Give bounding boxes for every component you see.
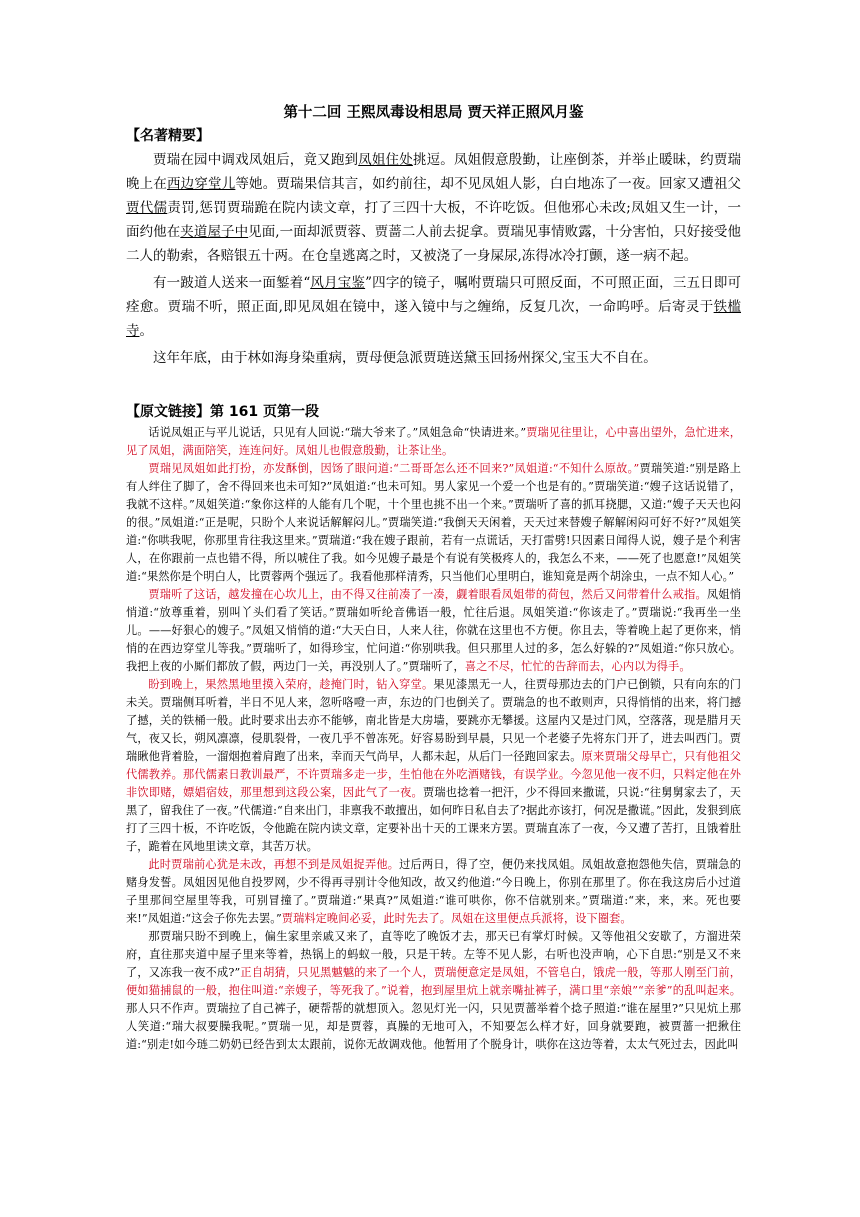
- highlighted-text: 贾瑞见凤姐如此打扮，亦发酥倒，因饧了眼问道:“二哥哥怎么还不回来?”: [148, 462, 515, 475]
- text-run: 贾瑞也捻着一把汗，少不得回来撒谎，只说:“往舅舅家去了，天黑了，留我住了一夜。”代儒道:“自来出门，非禀我不敢擅出，如何昨日私自去了?据此亦该打，何况是撒谎。”因此，发狠到底打了三四十板，不许吃饭，令他跪在院内读文章，定要补出十天的工课来方罢。贾瑞直冻了一夜，今又遭了苦打，且饿着肚子，跪着在风地里读文章，其苦万状。: [126, 786, 742, 853]
- original-text-section: [126, 400, 741, 1054]
- underlined-term: 风月宝鉴: [310, 275, 366, 291]
- page: [126, 96, 741, 1054]
- highlighted-text: 此时贾瑞前心犹是未改，再想不到是凤姐捉弄他。: [148, 858, 400, 871]
- underlined-term: 夹道屋子中: [180, 224, 249, 240]
- original-heading: 【原文链接】第 161 页第一段: [126, 404, 319, 420]
- underlined-term: 凤姐住处: [358, 152, 413, 168]
- text-run: 挑逗。凤姐假意殷勤，让座倒茶，并举止暖昧，约贾瑞晚上在: [126, 152, 742, 192]
- original-paragraph-6: [126, 928, 741, 1054]
- text-run: 这年年底，由于林如海身染重病，贾母便急派贾琏送黛玉回扬州探父,宝玉大不自在。: [153, 350, 657, 366]
- text-run: 。: [139, 323, 153, 339]
- text-run: 见面,一面却派贾蓉、贾蔷二人前去捉拿。贾瑞见事情败露，十分害怕，只好接受他二人的勒索，各赔银五十两。在仓皇逃离之时，又被浇了一身屎尿,冻得冰冷打颤，遂一病不起。: [126, 224, 742, 264]
- highlighted-text: 贾瑞见往里让，心中喜出望外，急忙进来，见了凤姐，满面陪笑，连连问好。凤姐儿也假意殷勤，让茶让坐。: [126, 426, 741, 457]
- text-run: 果见漆黑无一人，往贾母那边去的门户已倒锁，只有向东的门未关。贾瑞侧耳听着，半日不见人来，忽听咯噔一声，东边的门也倒关了。贾瑞急的也不敢则声，只得悄悄的出来，将门撼了撼，关的铁桶一般。此时要求出去亦不能够，南北皆是大房墙，要跳亦无攀援。这屋内又是过门风，空落落，现是腊月天气，夜又长，朔风凛凛，侵肌裂骨，一夜几乎不曾冻死。好容易盼到早晨，只见一个老婆子先将东门开了，进去叫西门。贾瑞瞅他背着脸，一溜烟抱着肩跑了出来，幸而天气尚早，人都未起，从后门一径跑回家去。: [126, 678, 741, 763]
- original-paragraph-1: [126, 424, 741, 460]
- summary-section: [126, 124, 741, 370]
- chapter-title: 第十二回 王熙凤毒设相思局 贾天祥正照风月鉴: [283, 105, 584, 121]
- underlined-term: 贾代儒: [126, 200, 168, 216]
- summary-paragraph-1: [126, 148, 741, 268]
- original-paragraph-4: [126, 676, 741, 856]
- text-run: 凤姐悄悄道:“放尊重着，别叫丫头们看了笑话。”贾瑞如听纶音佛语一般，忙往后退。凤姐笑道:“你该走了。”贾瑞说:“我再坐一坐儿。——好狠心的嫂子。”凤姐又悄悄的道:“大天白日，人来人往，你就在这里也不方便。你且去，等着晚上起了更你来，悄悄的在西边穿堂儿等我。”贾瑞听了，如得珍宝，忙问道:“你别哄我。但只那里人过的多，怎么好躲的?”凤姐道:“你只放心。我把上夜的小厮们都放了假，两边门一关，再没别人了。”贾瑞听了，: [126, 588, 741, 673]
- underlined-term: 铁槛寺: [126, 299, 742, 339]
- highlighted-text: 贾瑞料定晚间必妥，此时先去了。凤姐在这里便点兵派将，设下圈套。: [281, 912, 632, 925]
- text-run: 责罚,惩罚贾瑞跪在院内读文章，打了三四十大板，不许吃饭。但他邪心未改;凤姐又生一计，一面约他在: [126, 200, 741, 240]
- highlighted-text: 正自胡猜，只见黑魆魆的来了一个人，贾瑞便意定是凤姐，不管皂白，饿虎一般，等那人刚至门前，便如猫捕鼠的一般，抱住叫道:“亲嫂子，等死我了。”说着，抱到屋里炕上就亲嘴扯裤子，满口里“亲娘”“亲爹”的乱叫起来。: [126, 966, 741, 997]
- text-run: 过后两日，得了空，便仍来找凤姐。凤姐故意抱怨他失信，贾瑞急的赌身发誓。凤姐因见他自投罗网，少不得再寻别计令他知改，故又约他道:“今日晚上，你别在那里了。你在我这房后小过道子里那间空屋里等我，可别冒撞了。”贾瑞道:“果真?”凤姐道:“谁可哄你，你不信就别来。”贾瑞道:“来，来，来。死也要来!”凤姐道:“这会子你先去罢。”: [126, 858, 741, 925]
- highlighted-text: 贾瑞听了这话，越发撞在心坎儿上，由不得又往前凑了一凑，觑着眼看凤姐带的荷包，然后又问带着什么戒指。: [148, 588, 707, 601]
- highlighted-text: 原来贾瑞父母早亡，只有他祖父代儒教养。那代儒素日教训最严，不许贾瑞多走一步，生怕他在外吃酒赌钱，有误学业。今忽见他一夜不归，只料定他在外非饮即赌，嫖娼宿妓，那里想到这段公案，因此气了一夜。: [126, 750, 741, 799]
- original-paragraph-5: [126, 856, 741, 928]
- highlighted-text: 凤姐道:“不知什么原故。”: [514, 462, 640, 475]
- summary-paragraph-3: [126, 346, 741, 370]
- text-run: 有一跛道人送来一面錾着“: [153, 275, 311, 291]
- summary-paragraph-2: [126, 271, 741, 343]
- original-paragraph-2: [126, 460, 741, 586]
- original-paragraph-3: [126, 586, 741, 676]
- text-run: 那人只不作声。贾瑞拉了自己裤子，硬帮帮的就想顶入。忽见灯光一闪，只见贾蔷举着个捻子照道:“谁在屋里?”只见炕上那人笑道:“瑞大叔要臊我呢。”贾瑞一见，却是贾蓉，真臊的无地可入，不知要怎么样才好，回身就要跑，被贾蔷一把揪住道:“别走!如今琏二奶奶已经告到太太跟前，说你无故调戏他。他暂用了个脱身计，哄你在这边等着，太太气死过去，因此叫: [126, 1002, 741, 1051]
- text-run: 话说凤姐正与平儿说话，只见有人回说:“瑞大爷来了。”凤姐急命“快请进来。”: [148, 426, 527, 439]
- highlighted-text: 盼到晚上，果然黑地里摸入荣府，趁掩门时，钻入穿堂。: [148, 678, 434, 691]
- underlined-term: 西边穿堂儿: [167, 176, 236, 192]
- text-run: ”四字的镜子，嘱咐贾瑞只可照反面，不可照正面，三五日即可痊愈。贾瑞不听，照正面,即见凤姐在镜中，遂入镜中与之缠绵，反复几次，一命呜呼。后寄灵于: [126, 275, 742, 315]
- text-run: 贾瑞笑道:“别是路上有人绊住了脚了，舍不得回来也未可知?”凤姐道:“也未可知。男人家见一个爱一个也是有的。”贾瑞笑道:“嫂子这话说错了，我就不这样。”凤姐笑道:“象你这样的人能有几个呢，十个里也挑不出一个来。”贾瑞听了喜的抓耳挠腮，又道:“嫂子天天也闷的很。”凤姐道:“正是呢，只盼个人来说话解解闷儿。”贾瑞笑道:“我倒天天闲着，天天过来替嫂子解解闲闷可好不好?”凤姐笑道:“你哄我呢，你那里肯往我这里来。”贾瑞道:“我在嫂子跟前，若有一点谎话，天打雷劈!只因素日闻得人说，嫂子是个利害人，在你跟前一点也错不得，所以唬住了我。如今见嫂子最是个有说有笑极疼人的，我怎么不来，——死了也愿意!”凤姐笑道:“果然你是个明白人，比贾蓉两个强远了。我看他那样清秀，只当他们心里明白，谁知竟是两个胡涂虫，一点不知人心。”: [126, 462, 741, 583]
- text-run: 那贾瑞只盼不到晚上，偏生家里亲戚又来了，直等吃了晚饭才去，那天已有掌灯时候。又等他祖父安歇了，方溜进荣府，直往那夹道中屋子里来等着，热锅上的蚂蚁一般，只是干转。左等不见人影，右听也没声响，心下自思:“别是又不来了，又冻我一夜不成?”: [126, 930, 741, 979]
- summary-heading: 【名著精要】: [126, 128, 210, 144]
- highlighted-text: 喜之不尽，忙忙的告辞而去，心内以为得手。: [464, 660, 691, 673]
- text-run: 贾瑞在园中调戏凤姐后，竟又跑到: [153, 152, 359, 168]
- text-run: 等她。贾瑞果信其言，如约前往，却不见凤姐人影，白白地冻了一夜。回家又遭祖父: [235, 176, 742, 192]
